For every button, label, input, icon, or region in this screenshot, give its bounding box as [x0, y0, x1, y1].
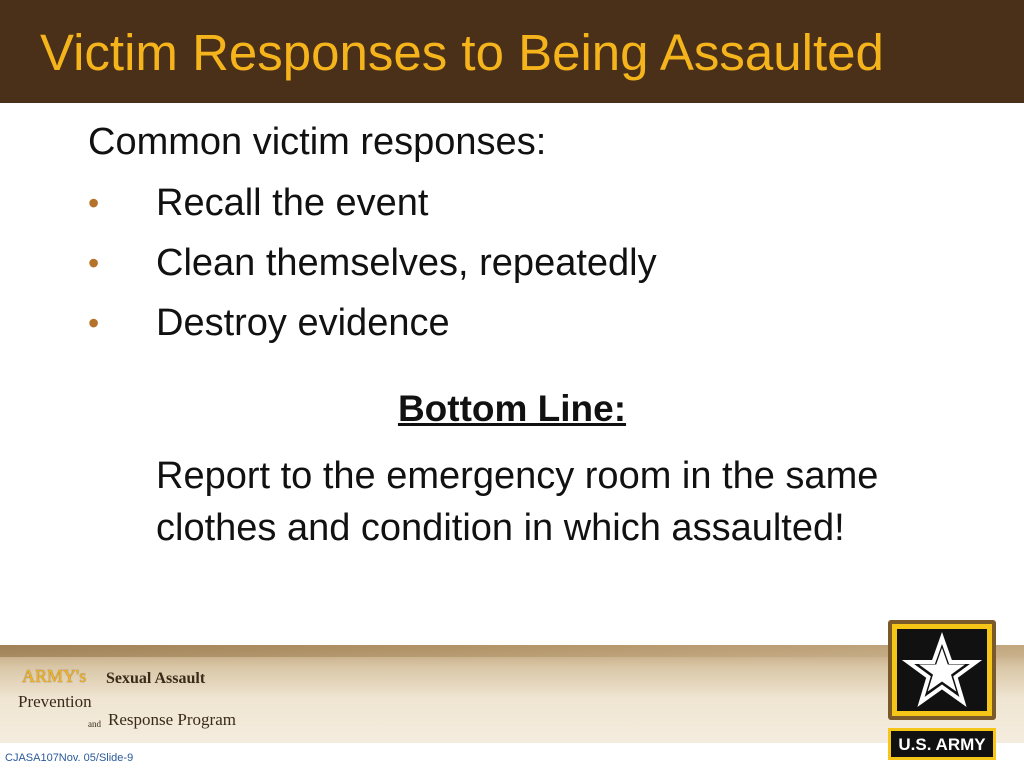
us-army-logo [884, 616, 1000, 764]
sharp-program-logo [16, 662, 256, 740]
bullet-text: Recall the event [156, 182, 429, 224]
bullet-icon: • [88, 305, 100, 341]
us-army-star-icon [884, 616, 1000, 764]
footer-bottom-strip [0, 743, 1024, 768]
sharp-logo-sexual-assault: Sexual Assault [106, 670, 206, 687]
intro-text: Common victim responses: [88, 121, 547, 163]
us-army-label: U.S. ARMY [898, 735, 986, 754]
bullet-text: Clean themselves, repeatedly [156, 242, 657, 284]
sharp-logo-armys: ARMY's [22, 666, 87, 686]
bottom-line-heading: Bottom Line: [397, 388, 627, 429]
bullet-icon: • [88, 245, 100, 281]
sharp-logo-response-program: Response Program [108, 710, 236, 729]
bottom-line-body: Report to the emergency room in the same clothes and condition in which assaulted! [156, 455, 879, 549]
bullet-icon: • [88, 185, 100, 221]
sharp-logo-and: and [88, 719, 101, 729]
title-bar [0, 0, 1024, 103]
sharp-logo-prevention: Prevention [18, 692, 92, 711]
slide-title: Victim Responses to Being Assaulted [40, 24, 884, 81]
slide-number: CJASA107Nov. 05/Slide-9 [5, 752, 134, 764]
slide-content [0, 103, 1024, 643]
bullet-text: Destroy evidence [156, 302, 450, 344]
